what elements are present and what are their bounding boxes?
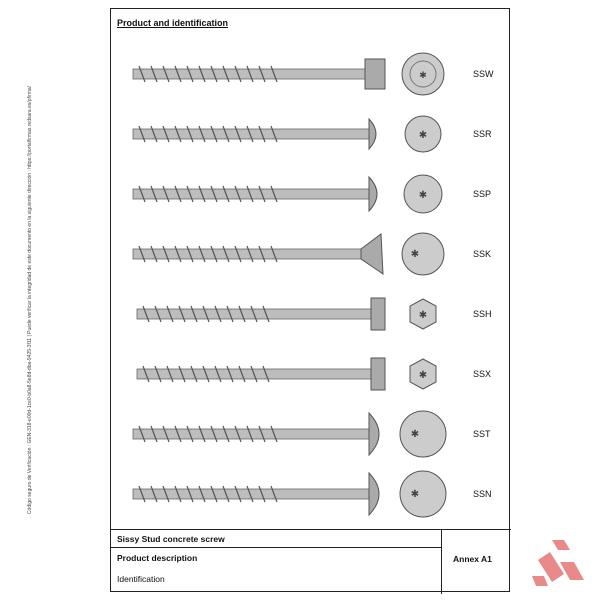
screw-code-ssx: SSX: [473, 369, 492, 379]
screw-code-ssn: SSN: [473, 489, 492, 499]
identification-label: Identification: [117, 574, 165, 584]
svg-text:✱: ✱: [418, 310, 428, 321]
screw-image-ssw: [111, 49, 471, 99]
product-description-label: Product description: [117, 553, 198, 563]
screw-row-ssk: [111, 229, 511, 279]
svg-text:✱: ✱: [410, 429, 420, 440]
svg-text:✱: ✱: [410, 249, 420, 260]
footer-table: [111, 529, 511, 593]
screw-image-ssr: [111, 109, 471, 159]
screw-row-ssr: [111, 109, 511, 159]
screw-row-sst: [111, 409, 511, 459]
screw-image-ssx: [111, 349, 471, 399]
screw-image-ssh: [111, 289, 471, 339]
svg-text:✱: ✱: [418, 130, 428, 141]
footer-product-row: [111, 530, 441, 548]
svg-text:✱: ✱: [410, 489, 420, 500]
annex-label: Annex A1: [453, 554, 492, 564]
screw-image-ssk: [111, 229, 471, 279]
screw-row-ssn: [111, 469, 511, 519]
screw-image-ssn: [111, 469, 471, 519]
footer-divider: [441, 530, 442, 594]
screw-row-ssp: [111, 169, 511, 219]
brand-logo-icon: [530, 538, 586, 588]
screw-code-ssr: SSR: [473, 129, 492, 139]
svg-text:✱: ✱: [418, 190, 428, 201]
screw-row-ssx: [111, 349, 511, 399]
screw-code-sst: SST: [473, 429, 491, 439]
svg-text:✱: ✱: [418, 370, 428, 381]
verification-side-note: Código seguro de Verificación : GEN-318-e00d-1ce0-b0a8-5e8d-dba-9425-3f11 | Puede verificar la integridad de este documento en la siguiente dirección : https://portalfirmas.redsara.es/pfirma/: [27, 85, 33, 515]
screw-code-ssw: SSW: [473, 69, 494, 79]
section-title: Product and identification: [117, 18, 229, 28]
product-name: Sissy Stud concrete screw: [117, 534, 225, 544]
screw-image-ssp: [111, 169, 471, 219]
screw-code-ssh: SSH: [473, 309, 492, 319]
screw-code-ssk: SSK: [473, 249, 492, 259]
screw-image-sst: [111, 409, 471, 459]
svg-text:✱: ✱: [419, 70, 427, 80]
document-frame: [110, 8, 510, 592]
screw-code-ssp: SSP: [473, 189, 492, 199]
screw-row-ssh: [111, 289, 511, 339]
screw-row-ssw: [111, 49, 511, 99]
